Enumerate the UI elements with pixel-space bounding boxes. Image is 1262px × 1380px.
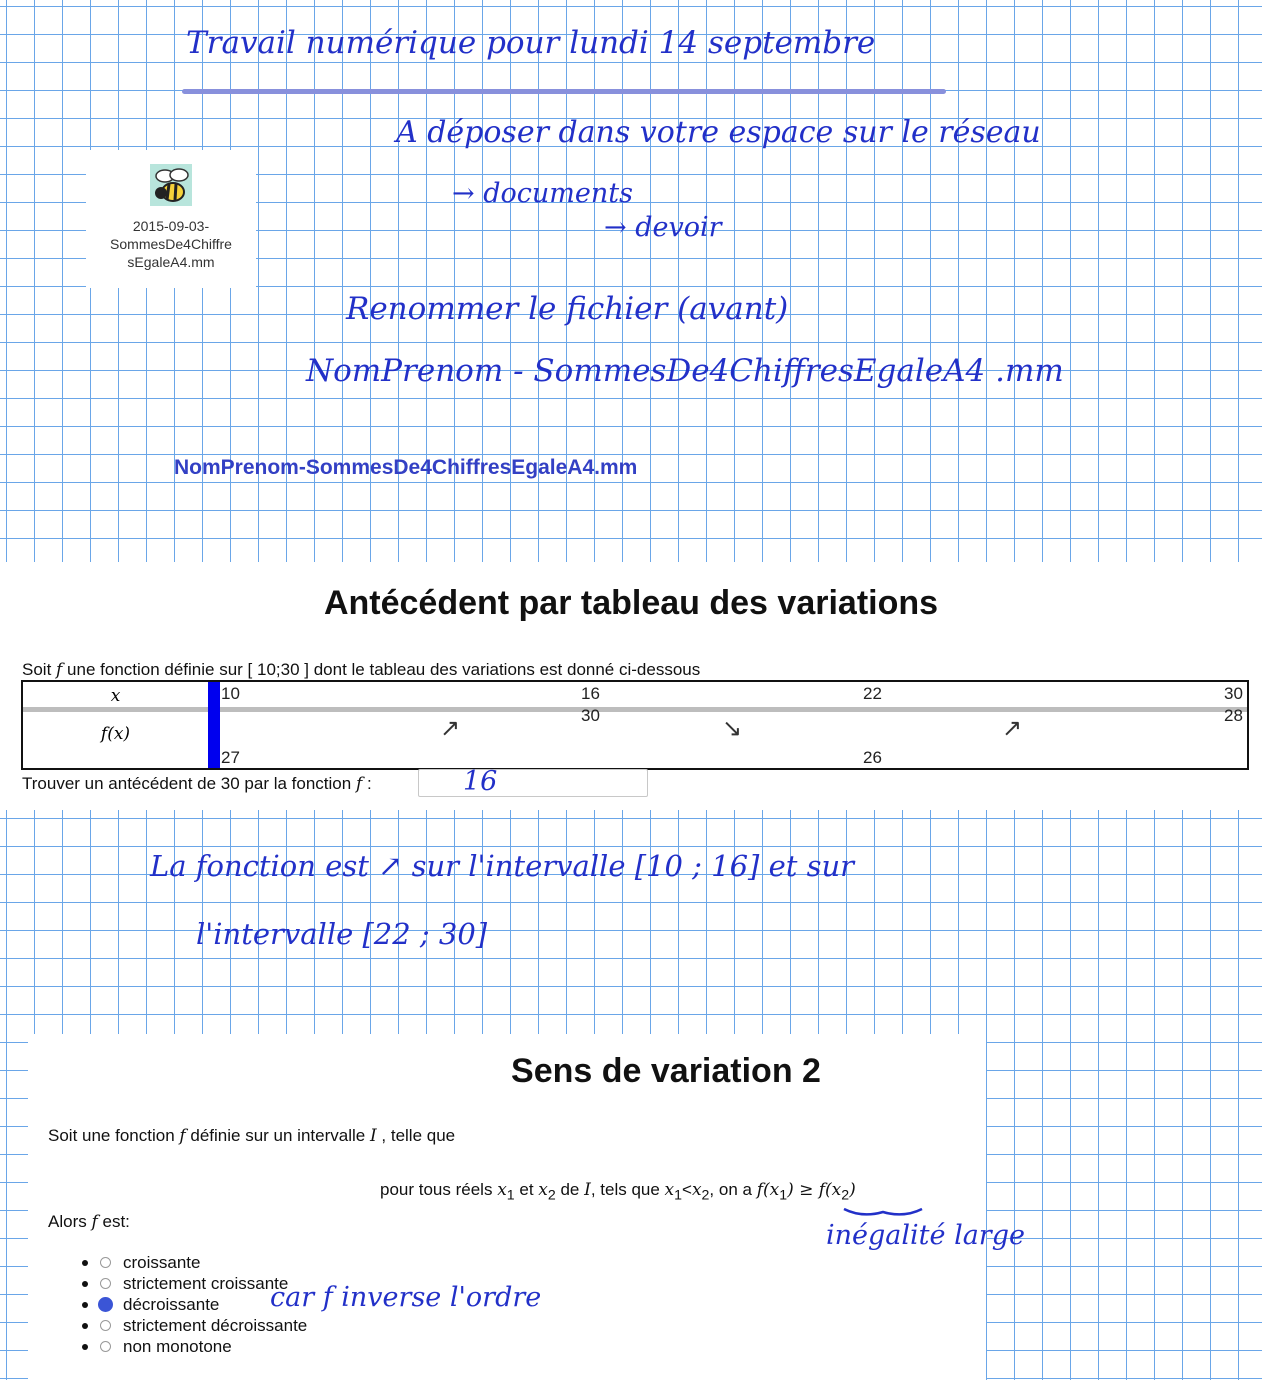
radio-button-selected[interactable] [98,1297,113,1312]
radio-button[interactable] [100,1257,111,1268]
notes2-line1: La fonction est ↗ sur l'intervalle [10 ; 16] et sur [150,849,855,883]
arrow-up-icon: ↗ [440,715,461,742]
notes-documents: → documents [452,178,633,209]
answer-value: 16 [463,766,498,797]
answer-input[interactable] [418,766,648,797]
radio-button[interactable] [100,1320,111,1331]
notes-devoir: → devoir [604,212,722,243]
file-name-line-2: SommesDe4Chiffre [110,236,232,252]
exercise2-condition: pour tous réels $x_1$ et $x_2$ de I, tels que $x_1<x_2$, on a $f(x_1) \ge f(x_2)$ [380,1180,856,1204]
notes-filename: NomPrenom - SommesDe4ChiffresEgaleA4 .mm [306,353,1064,389]
notes-deposit: A déposer dans votre espace sur le réseau [396,115,1041,150]
exercise2-title: Sens de variation 2 [511,1052,821,1090]
arrow-up-icon: ↗ [1002,715,1023,742]
table-label-x: x [110,686,121,706]
fx-value: 30 [581,706,600,725]
x-value: 16 [581,684,600,703]
table-highlight-bar [208,682,220,768]
radio-button[interactable] [100,1278,111,1289]
exercise1-question: Trouver un antécédent de 30 par la fonction f : [22,774,372,794]
x-value: 10 [221,684,240,703]
option-non-monotone[interactable]: non monotone [82,1336,307,1357]
x-value: 22 [863,684,882,703]
option-decroissante[interactable]: décroissante [82,1294,307,1315]
notes-rename: Renommer le fichier (avant) [346,291,789,327]
x-value: 30 [1224,684,1243,703]
exercise2-statement: Soit une fonction f définie sur un intervalle I , telle que [48,1126,456,1146]
exercise2-question: Alors f est: [48,1212,130,1232]
radio-button[interactable] [100,1341,111,1352]
option-strictement-croissante[interactable]: strictement croissante [82,1273,307,1294]
table-label-fx: f(x) [100,724,131,744]
fx-value: 28 [1224,706,1243,725]
table-separator [23,707,1247,712]
notes2-line2: l'intervalle [22 ; 30] [196,917,488,951]
file-name-line-3: sEgaleA4.mm [127,254,215,270]
notes-title: Travail numérique pour lundi 14 septembre [186,25,876,61]
brace-underline [842,1206,924,1220]
exercise1-title: Antécédent par tableau des variations [323,584,939,622]
file-name-line-1: 2015-09-03- [132,218,210,234]
fx-value: 26 [863,748,882,767]
option-croissante[interactable]: croissante [82,1252,307,1273]
bee-icon [148,162,194,208]
exercise-antecedent-panel [0,562,1262,810]
variation-table [21,680,1249,770]
exercise1-intro: Soit f une fonction définie sur [ 10;30 ] dont le tableau des variations est donné ci-dessous [22,660,701,680]
note-inegalite-large: inégalité large [826,1220,1025,1251]
title-underline [182,89,946,94]
arrow-down-icon: ↘ [722,715,743,742]
fx-value: 27 [221,748,240,767]
typed-filename: NomPrenom-SommesDe4ChiffresEgaleA4.mm [174,456,638,479]
file-icon[interactable] [86,150,256,288]
note-car-f-inverse: car f inverse l'ordre [270,1282,542,1313]
option-strictement-decroissante[interactable]: strictement décroissante [82,1315,307,1336]
